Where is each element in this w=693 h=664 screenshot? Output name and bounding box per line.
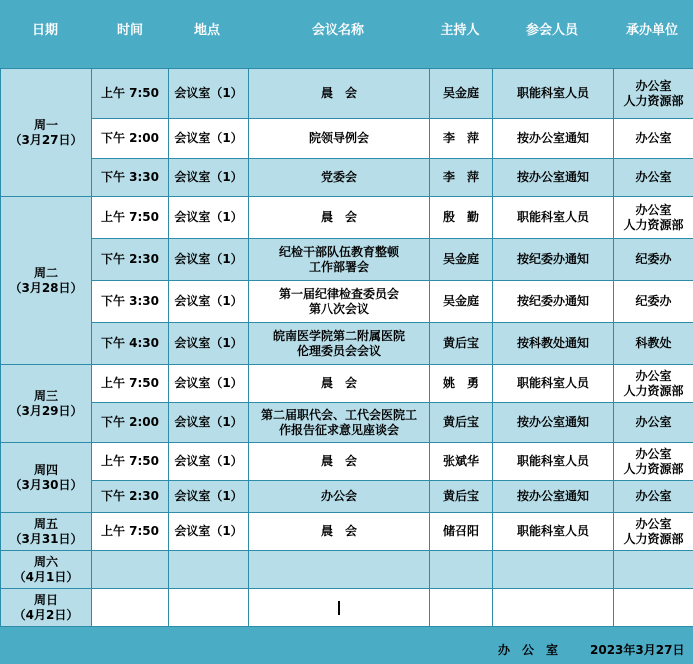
organizer-cell-text: 办公室	[635, 516, 672, 531]
table-header	[0, 0, 693, 68]
time-cell-text: 下午 2:00	[100, 131, 160, 145]
organizer-cell-text: 人力资源部	[623, 461, 684, 476]
time-cell	[92, 481, 169, 513]
table-row	[1, 589, 693, 627]
day-date: （3月29日）	[9, 403, 83, 418]
host-cell-text: 吴金庭	[442, 252, 479, 266]
day-date: （4月1日）	[13, 569, 79, 584]
attendees-cell-text: 职能科室人员	[516, 454, 589, 468]
day-cell	[1, 551, 92, 589]
host-cell	[430, 281, 493, 323]
time-cell	[92, 403, 169, 443]
attendees-cell-text: 职能科室人员	[516, 86, 589, 100]
time-cell-text: 下午 2:30	[100, 252, 160, 266]
meeting-cell-text: 第八次会议	[308, 301, 369, 316]
time-cell-text: 下午 3:30	[100, 170, 160, 184]
table-row	[1, 443, 693, 481]
meeting-cell-text: 第一届纪律检查委员会	[278, 286, 399, 301]
header-organizer: 承办单位	[625, 23, 679, 38]
meeting-cell-text: 晨 会	[320, 524, 357, 538]
place-cell-text: 会议室（1）	[174, 170, 243, 184]
time-cell-text: 下午 4:30	[100, 336, 160, 350]
place-cell	[169, 69, 249, 119]
schedule-body	[1, 69, 693, 627]
organizer-cell-text: 科教处	[635, 336, 672, 350]
meeting-cell-text: 第二届职代会、工代会医院工	[260, 407, 417, 422]
table-row	[1, 323, 693, 365]
meeting-cell	[249, 281, 430, 323]
attendees-cell-text: 按办公室通知	[516, 131, 589, 145]
place-cell	[169, 513, 249, 551]
time-cell-text: 上午 7:50	[100, 210, 160, 224]
day-label: 周二	[33, 265, 58, 280]
header-time: 时间	[116, 23, 144, 38]
organizer-cell	[614, 159, 693, 197]
day-label: 周六	[33, 554, 58, 569]
organizer-cell-text: 人力资源部	[623, 531, 684, 546]
time-cell-text: 上午 7:50	[100, 86, 160, 100]
table-row	[1, 281, 693, 323]
organizer-cell-text: 办公室	[635, 78, 672, 93]
host-cell-text: 李 萍	[442, 170, 479, 184]
time-cell	[92, 589, 169, 627]
time-cell	[92, 239, 169, 281]
meeting-cell	[249, 119, 430, 159]
host-cell-text: 黄后宝	[442, 415, 479, 429]
organizer-cell	[614, 589, 693, 627]
time-cell-text: 上午 7:50	[100, 454, 160, 468]
day-date: （3月28日）	[9, 280, 83, 295]
attendees-cell	[493, 365, 614, 403]
place-cell	[169, 281, 249, 323]
meeting-cell	[249, 239, 430, 281]
time-cell	[92, 197, 169, 239]
time-cell	[92, 551, 169, 589]
time-cell-text: 下午 3:30	[100, 294, 160, 308]
time-cell	[92, 443, 169, 481]
text-cursor	[338, 601, 340, 615]
day-label: 周五	[33, 516, 58, 531]
attendees-cell-text: 按办公室通知	[516, 415, 589, 429]
table-row	[1, 481, 693, 513]
organizer-cell-text: 纪委办	[635, 252, 672, 266]
day-date: （3月31日）	[9, 531, 83, 546]
day-cell	[1, 443, 92, 513]
organizer-cell	[614, 403, 693, 443]
day-cell	[1, 513, 92, 551]
day-label: 周四	[33, 462, 58, 477]
header-host: 主持人	[440, 23, 480, 38]
time-cell	[92, 323, 169, 365]
meeting-cell-text: 党委会	[320, 170, 357, 184]
time-cell	[92, 159, 169, 197]
attendees-cell	[493, 443, 614, 481]
time-cell-text: 下午 2:00	[100, 415, 160, 429]
organizer-cell-text: 办公室	[635, 489, 672, 503]
time-cell	[92, 365, 169, 403]
place-cell-text: 会议室（1）	[174, 454, 243, 468]
organizer-cell	[614, 69, 693, 119]
time-cell	[92, 281, 169, 323]
place-cell	[169, 403, 249, 443]
attendees-cell	[493, 513, 614, 551]
day-date: （4月2日）	[13, 607, 79, 622]
attendees-cell-text: 按纪委办通知	[516, 252, 589, 266]
organizer-cell-text: 纪委办	[635, 294, 672, 308]
place-cell	[169, 119, 249, 159]
day-label: 周日	[33, 592, 58, 607]
place-cell-text: 会议室（1）	[174, 415, 243, 429]
day-cell	[1, 197, 92, 365]
attendees-cell	[493, 159, 614, 197]
organizer-cell	[614, 481, 693, 513]
organizer-cell-text: 办公室	[635, 415, 672, 429]
host-cell	[430, 159, 493, 197]
organizer-cell-text: 办公室	[635, 368, 672, 383]
host-cell	[430, 403, 493, 443]
host-cell-text: 李 萍	[442, 131, 479, 145]
attendees-cell	[493, 481, 614, 513]
organizer-cell-text: 办公室	[635, 446, 672, 461]
meeting-cell	[249, 481, 430, 513]
attendees-cell	[493, 589, 614, 627]
organizer-cell	[614, 281, 693, 323]
table-row	[1, 551, 693, 589]
table-row	[1, 365, 693, 403]
organizer-cell	[614, 239, 693, 281]
time-cell-text: 上午 7:50	[100, 376, 160, 390]
organizer-cell	[614, 323, 693, 365]
host-cell-text: 储召阳	[442, 524, 479, 538]
place-cell	[169, 197, 249, 239]
attendees-cell-text: 按办公室通知	[516, 170, 589, 184]
attendees-cell	[493, 197, 614, 239]
meeting-cell	[249, 513, 430, 551]
day-date: （3月27日）	[9, 132, 83, 147]
organizer-cell-text: 办公室	[635, 170, 672, 184]
organizer-cell-text: 办公室	[635, 202, 672, 217]
table-row	[1, 69, 693, 119]
place-cell-text: 会议室（1）	[174, 252, 243, 266]
meeting-cell-text: 作报告征求意见座谈会	[278, 422, 399, 437]
attendees-cell-text: 按办公室通知	[516, 489, 589, 503]
header-place: 地点	[193, 23, 221, 38]
attendees-cell-text: 按纪委办通知	[516, 294, 589, 308]
meeting-cell-text: 工作部署会	[308, 259, 369, 274]
meeting-cell	[249, 551, 430, 589]
meeting-cell-text: 办公会	[320, 489, 357, 503]
meeting-cell	[249, 589, 430, 627]
attendees-cell	[493, 403, 614, 443]
place-cell	[169, 481, 249, 513]
day-label: 周三	[33, 388, 58, 403]
host-cell	[430, 551, 493, 589]
host-cell-text: 吴金庭	[442, 294, 479, 308]
meeting-cell-text: 皖南医学院第二附属医院	[272, 328, 405, 343]
attendees-cell	[493, 281, 614, 323]
day-label: 周一	[33, 117, 58, 132]
footer-date: 2023年3月27日	[590, 643, 685, 657]
organizer-cell	[614, 443, 693, 481]
host-cell-text: 张斌华	[442, 454, 479, 468]
place-cell-text: 会议室（1）	[174, 524, 243, 538]
meeting-cell	[249, 69, 430, 119]
attendees-cell-text: 按科教处通知	[516, 336, 589, 350]
header-date: 日期	[31, 23, 59, 38]
host-cell	[430, 589, 493, 627]
organizer-cell-text: 人力资源部	[623, 383, 684, 398]
place-cell	[169, 365, 249, 403]
organizer-cell	[614, 513, 693, 551]
host-cell	[430, 365, 493, 403]
place-cell	[169, 239, 249, 281]
meeting-cell	[249, 197, 430, 239]
meeting-cell-text: 伦理委员会会议	[296, 343, 381, 358]
organizer-cell-text: 人力资源部	[623, 93, 684, 108]
day-cell	[1, 589, 92, 627]
meeting-cell-text: 纪检干部队伍教育整顿	[278, 244, 399, 259]
time-cell	[92, 119, 169, 159]
header-attendees: 参会人员	[525, 23, 579, 38]
meeting-cell-text: 晨 会	[320, 86, 357, 100]
meeting-cell-text: 晨 会	[320, 376, 357, 390]
time-cell	[92, 69, 169, 119]
day-date: （3月30日）	[9, 477, 83, 492]
host-cell	[430, 443, 493, 481]
place-cell-text: 会议室（1）	[174, 210, 243, 224]
host-cell	[430, 239, 493, 281]
organizer-cell	[614, 119, 693, 159]
table-row	[1, 119, 693, 159]
host-cell-text: 姚 勇	[442, 376, 479, 390]
attendees-cell	[493, 69, 614, 119]
table-row	[1, 197, 693, 239]
host-cell-text: 黄后宝	[442, 336, 479, 350]
time-cell-text: 下午 2:30	[100, 489, 160, 503]
place-cell	[169, 551, 249, 589]
table-row	[1, 403, 693, 443]
attendees-cell-text: 职能科室人员	[516, 210, 589, 224]
organizer-cell	[614, 365, 693, 403]
meeting-cell	[249, 159, 430, 197]
organizer-cell-text: 人力资源部	[623, 217, 684, 232]
host-cell-text: 吴金庭	[442, 86, 479, 100]
meeting-cell-text: 晨 会	[320, 210, 357, 224]
table-row	[1, 159, 693, 197]
time-cell	[92, 513, 169, 551]
organizer-cell	[614, 551, 693, 589]
host-cell-text: 殷 勤	[442, 210, 479, 224]
place-cell	[169, 443, 249, 481]
attendees-cell	[493, 239, 614, 281]
place-cell-text: 会议室（1）	[174, 86, 243, 100]
meeting-cell-text: 院领导例会	[308, 131, 369, 145]
attendees-cell	[493, 119, 614, 159]
footer	[0, 632, 693, 664]
meeting-cell	[249, 443, 430, 481]
attendees-cell-text: 职能科室人员	[516, 524, 589, 538]
host-cell	[430, 119, 493, 159]
place-cell	[169, 159, 249, 197]
meeting-cell	[249, 323, 430, 365]
host-cell	[430, 513, 493, 551]
host-cell	[430, 197, 493, 239]
host-cell	[430, 69, 493, 119]
organizer-cell-text: 办公室	[635, 131, 672, 145]
meeting-cell	[249, 403, 430, 443]
place-cell-text: 会议室（1）	[174, 294, 243, 308]
host-cell-text: 黄后宝	[442, 489, 479, 503]
place-cell-text: 会议室（1）	[174, 131, 243, 145]
schedule-table	[0, 68, 693, 627]
place-cell-text: 会议室（1）	[174, 489, 243, 503]
day-cell	[1, 365, 92, 443]
time-cell-text: 上午 7:50	[100, 524, 160, 538]
header-meeting: 会议名称	[311, 23, 365, 38]
footer-office: 办 公 室	[498, 643, 559, 657]
table-row	[1, 513, 693, 551]
place-cell	[169, 589, 249, 627]
table-row	[1, 239, 693, 281]
place-cell-text: 会议室（1）	[174, 376, 243, 390]
place-cell-text: 会议室（1）	[174, 336, 243, 350]
attendees-cell-text: 职能科室人员	[516, 376, 589, 390]
attendees-cell	[493, 323, 614, 365]
host-cell	[430, 323, 493, 365]
attendees-cell	[493, 551, 614, 589]
host-cell	[430, 481, 493, 513]
meeting-cell-text: 晨 会	[320, 454, 357, 468]
place-cell	[169, 323, 249, 365]
day-cell	[1, 69, 92, 197]
organizer-cell	[614, 197, 693, 239]
meeting-cell	[249, 365, 430, 403]
